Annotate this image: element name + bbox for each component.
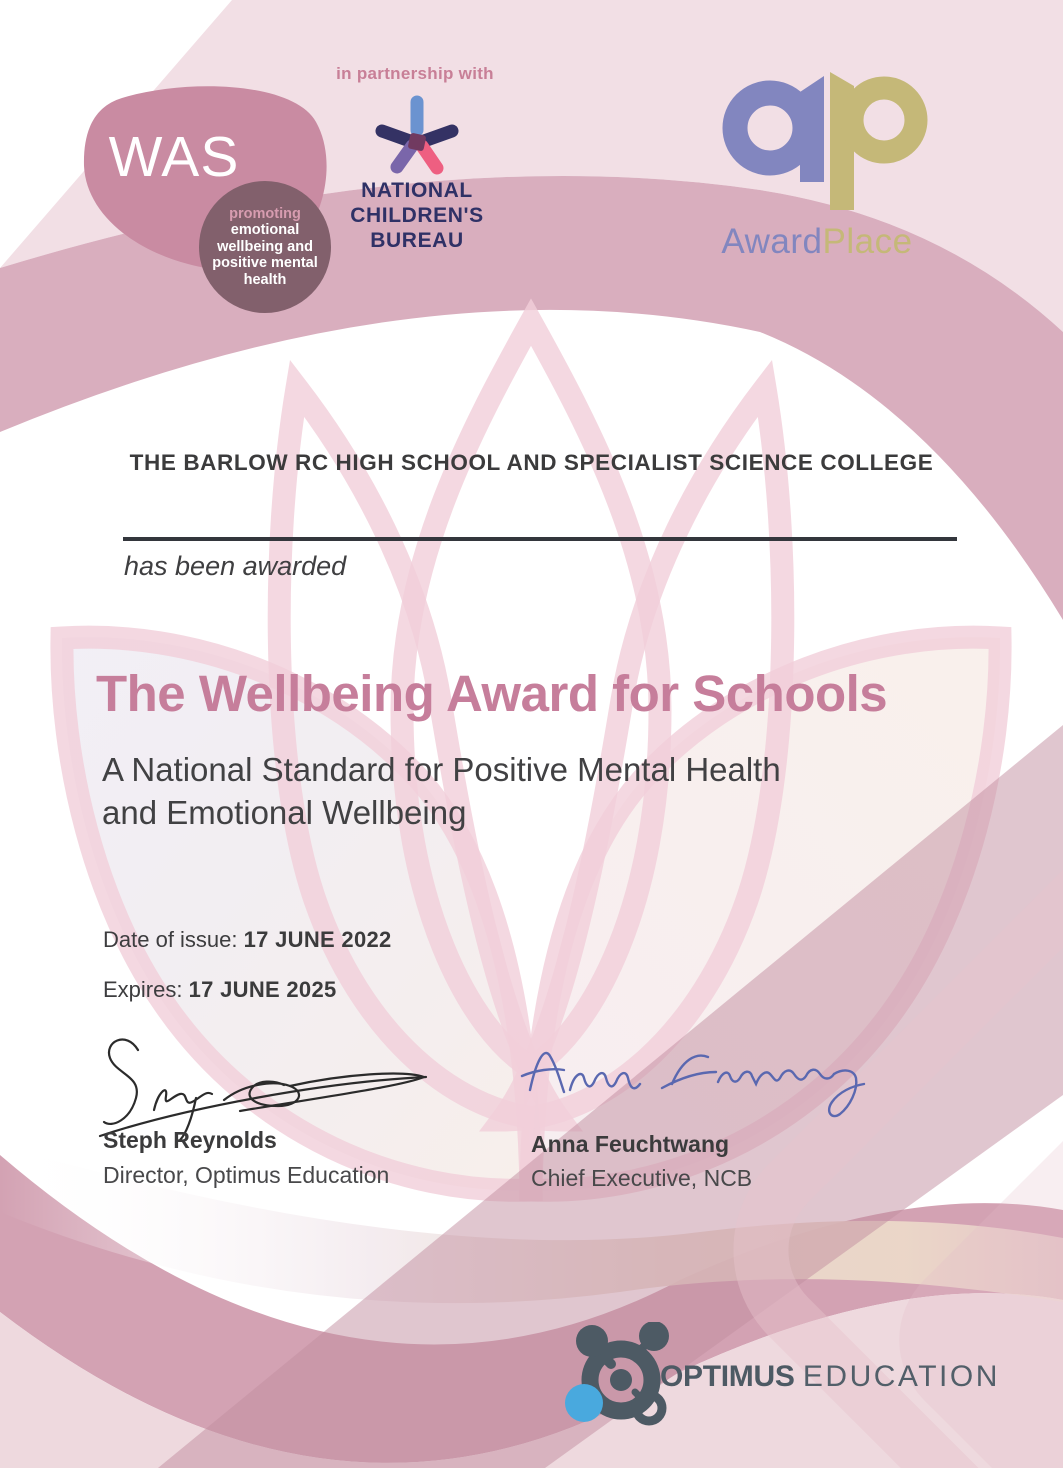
divider-line xyxy=(123,537,957,541)
was-tagline-lead: promoting xyxy=(229,205,301,222)
ncb-star-icon xyxy=(367,90,467,180)
issue-date-label: Date of issue: xyxy=(103,927,238,952)
award-title: The Wellbeing Award for Schools xyxy=(96,665,888,722)
optimus-education-wordmark xyxy=(660,1360,1000,1394)
awardplace-word-award: Award xyxy=(721,222,823,261)
awarded-text: has been awarded xyxy=(124,551,347,581)
expiry-date-line xyxy=(103,977,337,1003)
ncb-wordmark: NATIONAL CHILDREN'S BUREAU xyxy=(350,179,484,252)
awardplace-monogram-icon xyxy=(712,58,938,218)
expiry-date-value: 17 JUNE 2025 xyxy=(188,977,337,1002)
expiry-date-label: Expires: xyxy=(103,977,183,1002)
signatory-role: Chief Executive, NCB xyxy=(531,1165,753,1191)
issue-date-value: 17 JUNE 2022 xyxy=(243,927,392,952)
awardplace-word-place: Place xyxy=(822,222,913,261)
signature-anna-feuchtwang-image xyxy=(502,1026,887,1126)
awardplace-wordmark xyxy=(704,222,930,262)
signatory-role: Director, Optimus Education xyxy=(103,1162,390,1188)
optimus-word-secondary: EDUCATION xyxy=(802,1360,1000,1393)
issue-date-line xyxy=(103,927,392,953)
was-tagline-text: emotional wellbeing and positive mental health xyxy=(212,222,318,288)
signatory-name: Anna Feuchtwang xyxy=(531,1131,730,1157)
signatory-name: Steph Reynolds xyxy=(103,1127,277,1153)
award-subtitle: A National Standard for Positive Mental Health and Emotional Wellbeing xyxy=(102,751,781,831)
recipient-name: THE BARLOW RC HIGH SCHOOL AND SPECIALIST SCIENCE COLLEGE xyxy=(129,450,934,475)
partnership-label: in partnership with xyxy=(336,64,494,83)
was-acronym: WAS xyxy=(108,125,240,189)
optimus-word-primary: OPTIMUS xyxy=(660,1360,795,1393)
